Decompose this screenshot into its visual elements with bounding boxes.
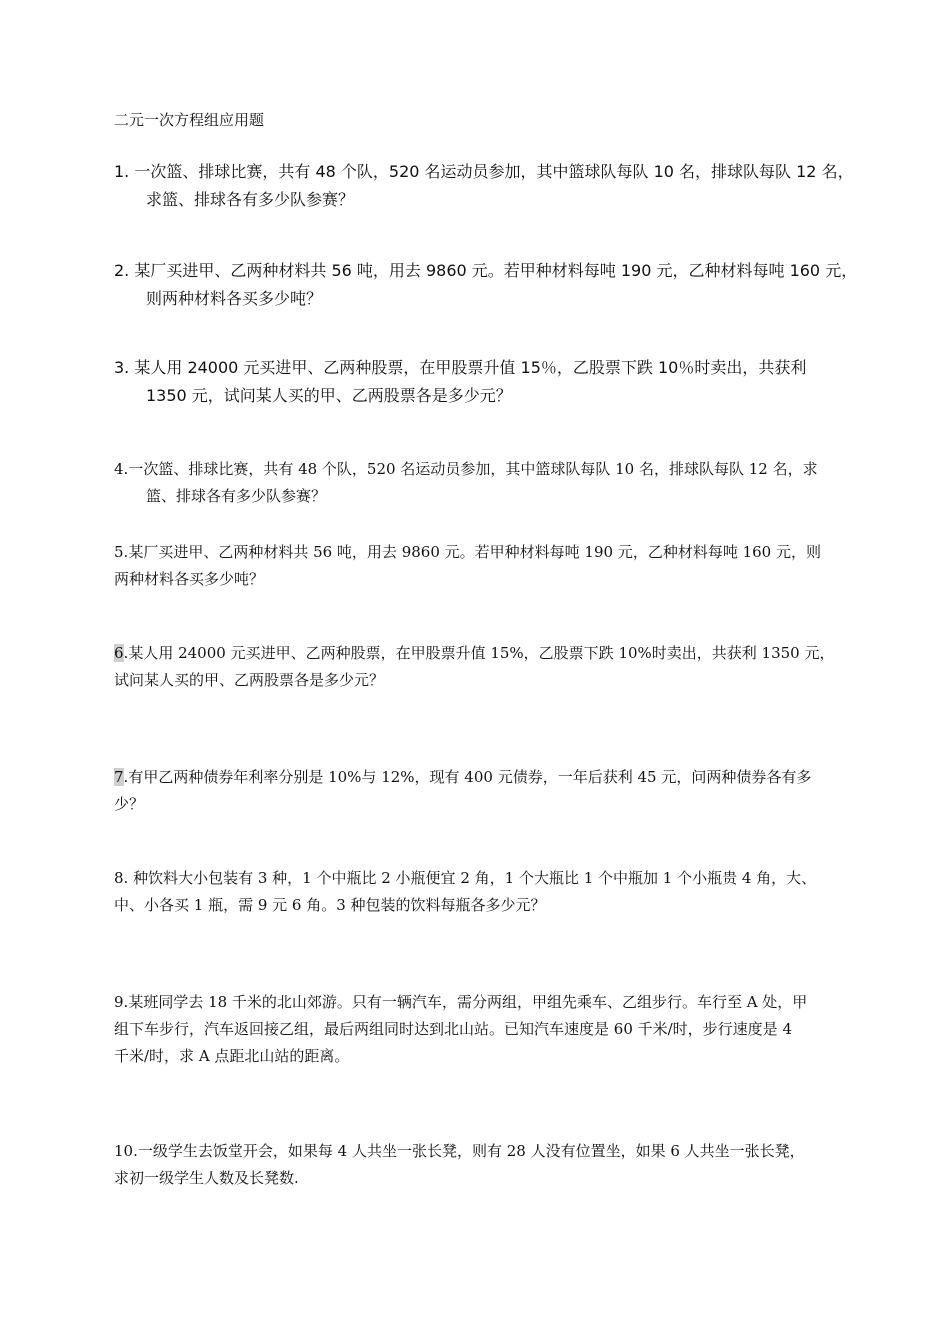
question-8 [114,865,840,919]
question-text-line: 一级学生去饭堂开会，如果每 4 人共坐一张长凳，则有 28 人没有位置坐，如果 6 人共坐一张长凳， [137,1142,805,1160]
question-text-line: 少？ [114,795,145,813]
question-number: 10. [114,1142,138,1160]
question-number: 8. [114,869,129,887]
question-number: 5. [114,543,129,561]
question-text-line: 组下车步行，汽车返回接乙组，最后两组同时达到北山站。已知汽车速度是 60 千米/时，步行速度是 4 [114,1020,792,1038]
question-7 [114,764,840,818]
question-text-line: 千米/时，求 A 点距北山站的距离。 [114,1047,350,1065]
question-text-line: 一次篮、排球比赛，共有 48 个队，520 名运动员参加，其中篮球队每队 10 名，排球队每队 12 名，求 [128,460,818,478]
question-number: 9. [114,993,129,1011]
question-number: 3. [114,358,130,377]
question-text-line: 则两种材料各买多少吨？ [146,289,323,308]
question-number: 7 [114,768,124,786]
question-text-line: 求篮、排球各有多少队参赛？ [146,190,355,209]
question-text-line: .某人用 24000 元买进甲、乙两种股票，在甲股票升值 15%，乙股票下跌 10%时卖出，共获利 1350 元， [123,644,835,662]
question-text-line: 种饮料大小包装有 3 种，1 个中瓶比 2 小瓶便宜 2 角，1 个大瓶比 1 个中瓶加 1 个小瓶贵 4 角，大、 [128,869,817,887]
question-6 [114,640,840,694]
question-text-line: 篮、排球各有多少队参赛？ [146,487,327,505]
question-text-line: 中、小各买 1 瓶，需 9 元 6 角。3 种包装的饮料每瓶各多少元？ [114,896,546,914]
question-text-line: 某人用 24000 元买进甲、乙两种股票，在甲股票升值 15％，乙股票下跌 10％时卖出，共获利 [129,358,807,377]
question-text-line: .有甲乙两种债券年利率分别是 10%与 12%，现有 400 元债券，一年后获利 45 元，问两种债券各有多 [123,768,812,786]
question-text-line: 一次篮、排球比赛，共有 48 个队，520 名运动员参加，其中篮球队每队 10 名，排球队每队 12 名， [129,162,854,181]
question-text-line: 某厂买进甲、乙两种材料共 56 吨，用去 9860 元。若甲种材料每吨 190 元，乙种材料每吨 160 元，则 [128,543,821,561]
question-text-line: 1350 元，试问某人买的甲、乙两股票各是多少元？ [146,386,512,405]
question-1 [114,158,854,214]
question-text-line: 求初一级学生人数及长凳数. [114,1169,299,1187]
question-text-line: 某厂买进甲、乙两种材料共 56 吨，用去 9860 元。若甲种材料每吨 190 元，乙种材料每吨 160 元， [129,261,858,280]
question-number: 2. [114,261,130,280]
question-number: 1. [114,162,130,181]
question-9 [114,989,840,1070]
question-5 [114,539,840,593]
question-3 [114,354,840,410]
question-text-line: 试问某人买的甲、乙两股票各是多少元？ [114,671,385,689]
question-number: 6 [114,644,124,662]
question-text-line: 两种材料各买多少吨？ [114,570,265,588]
question-4 [114,456,840,510]
question-text-line: 某班同学去 18 千米的北山郊游。只有一辆汽车，需分两组，甲组先乘车、乙组步行。车行至 A 处，甲 [128,993,808,1011]
question-number: 4. [114,460,129,478]
question-10 [114,1138,840,1192]
question-2 [114,257,858,313]
document-title: 二元一次方程组应用题 [114,111,265,129]
